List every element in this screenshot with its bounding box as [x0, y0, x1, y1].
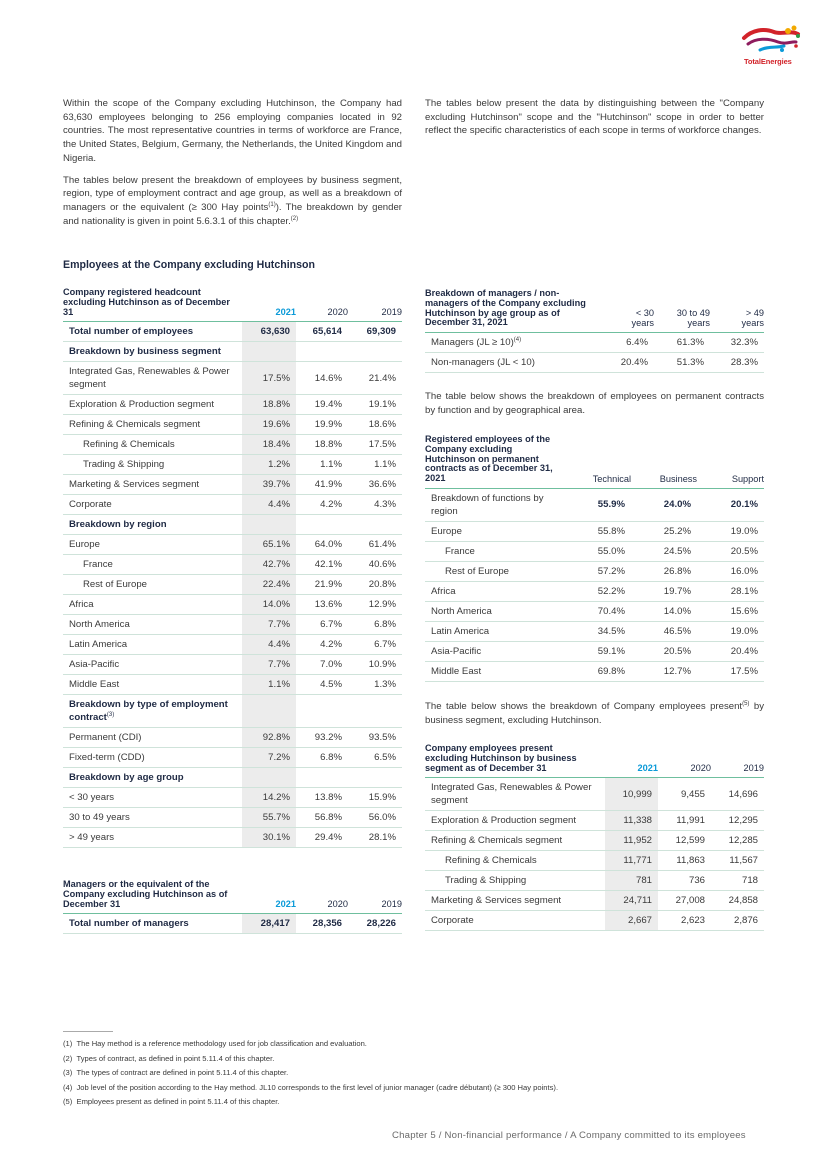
- table-row: Middle East 69.8% 12.7% 17.5%: [425, 661, 764, 681]
- table-row: Trading & Shipping 781 736 718: [425, 871, 764, 891]
- table-row: Fixed-term (CDD) 7.2% 6.8% 6.5%: [63, 748, 402, 768]
- managers-table-label: Managers or the equivalent of the Company excluding Hutchinson as of December 31: [63, 879, 228, 909]
- present-paragraph: The table below shows the breakdown of Company employees present$^{(5)}$ by business segment, excluding Hutchinson.: [425, 700, 764, 726]
- footnote-4: (4) Job level of the position according to the Hay method. JL10 corresponds to the first level of junior manager (cadre débutant) (≥ 300 Hay points).: [63, 1082, 559, 1092]
- table-row: Integrated Gas, Renewables & Power segment 10,999 9,455 14,696: [425, 778, 764, 811]
- table-row: Corporate 2,667 2,623 2,876: [425, 911, 764, 931]
- table-row: Middle East 1.1% 4.5% 1.3%: [63, 675, 402, 695]
- present-employees-table: Company employees present excluding Hutchinson by business segment as of December 31 2021 2020 2019 Integrated Gas, Renewables & Power segment 10,999 9,455 14,696 Exploration & Production segment 11,338 11,991 12,295 Refining & Chemicals segment 11,952 12,599 12,285 Refining & Chemicals 11,771 11,863 11,567 Trading & Shipping 781 736 718 Marketing & Services segment 24,711 27,008 24,858 Corporate 2,667 2,623 2,876: [425, 744, 764, 931]
- group-header: Breakdown by age group: [63, 768, 402, 788]
- functions-paragraph: The table below shows the breakdown of employees on permanent contracts by function and by geographical area.: [425, 391, 764, 416]
- table-row: Non-managers (JL < 10) 20.4% 51.3% 28.3%: [425, 353, 764, 373]
- table-row: Refining & Chemicals 18.4% 18.8% 17.5%: [63, 435, 402, 455]
- table-row: Rest of Europe 57.2% 26.8% 16.0%: [425, 561, 764, 581]
- footnote-ref-2: (2): [290, 215, 299, 222]
- table-row: Exploration & Production segment 18.8% 19.4% 19.1%: [63, 395, 402, 415]
- age-managers-table: Breakdown of managers / non-managers of the Company excluding Hutchinson by age group as of December 31, 2021 < 30 years 30 to 49 years > 49 years Managers (JL ≥ 10)$^{(4)}$ 6.4% 61.3% 32.3% Non-managers (JL < 10) 20.4% 51.3% 28.3%: [425, 289, 764, 373]
- group-header: Breakdown by business segment: [63, 342, 402, 362]
- table-row: Africa 52.2% 19.7% 28.1%: [425, 581, 764, 601]
- table-row: Asia-Pacific 59.1% 20.5% 20.4%: [425, 641, 764, 661]
- intro-left: [63, 97, 402, 236]
- section-title: Employees at the Company excluding Hutchinson: [63, 259, 315, 271]
- table-row: Latin America 4.4% 4.2% 6.7%: [63, 635, 402, 655]
- table-row: Trading & Shipping 1.2% 1.1% 1.1%: [63, 455, 402, 475]
- present-table-label: Company employees present excluding Hutchinson by business segment as of December 31: [425, 743, 577, 773]
- table-row: Rest of Europe 22.4% 21.9% 20.8%: [63, 575, 402, 595]
- intro-right-paragraph: The tables below present the data by distinguishing between the "Company excluding Hutchinson" scope and the "Hutchinson" scope in order to better reflect the specific characteristics of each scope in terms of workforce changes.: [425, 98, 764, 137]
- brand-name: TotalEnergies: [744, 57, 792, 66]
- footnote-3: (3) The types of contract are defined in point 5.11.4 of this chapter.: [63, 1068, 289, 1077]
- table-row: Managers (JL ≥ 10)$^{(4)}$ 6.4% 61.3% 32.3%: [425, 333, 764, 353]
- managers-table: Managers or the equivalent of the Company excluding Hutchinson as of December 31 2021 2020 2019 Total number of managers 28,417 28,356 28,226: [63, 880, 402, 934]
- footnote-1: (1) The Hay method is a reference methodology used for job classification and evaluation.: [63, 1039, 367, 1048]
- headcount-table-label: Company registered headcount excluding Hutchinson as of December 31: [63, 287, 230, 317]
- table-row: Marketing & Services segment 24,711 27,008 24,858: [425, 891, 764, 911]
- table-row: > 49 years 30.1% 29.4% 28.1%: [63, 828, 402, 848]
- table-row: Integrated Gas, Renewables & Power segment 17.5% 14.6% 21.4%: [63, 362, 402, 395]
- table-row: Corporate 4.4% 4.2% 4.3%: [63, 495, 402, 515]
- page-footer: Chapter 5 / Non-financial performance / A Company committed to its employees: [392, 1130, 746, 1141]
- footnote-ref-3: (3): [106, 712, 115, 719]
- footnote-5: (5) Employees present as defined in point 5.11.4 of this chapter.: [63, 1097, 280, 1106]
- table-row: Refining & Chemicals segment 11,952 12,599 12,285: [425, 831, 764, 851]
- table-row: Marketing & Services segment 39.7% 41.9% 36.6%: [63, 475, 402, 495]
- intro-right: [425, 97, 764, 146]
- footnote-ref-1: (1): [268, 201, 276, 208]
- table-row: Refining & Chemicals segment 19.6% 19.9% 18.6%: [63, 415, 402, 435]
- footnotes: [63, 1037, 558, 1110]
- footnote-ref-5: (5): [742, 700, 750, 707]
- intro-paragraph-2: The tables below present the breakdown of employees by business segment, region, type of employment contract and age group, as well as a breakdown of managers or the equivalent (≥ 300 Hay points$^{(1)}$). The breakdown by gender and nationality is given in point 5.6.3.1 of this chapter.$^{(2)}$: [63, 174, 402, 227]
- table-row: Europe 65.1% 64.0% 61.4%: [63, 535, 402, 555]
- footnote-divider: [63, 1031, 113, 1032]
- group-header: Breakdown by region: [63, 515, 402, 535]
- headcount-table: Company registered headcount excluding Hutchinson as of December 31 2021 2020 2019 Total number of employees 63,630 65,614 69,309 Breakdown by business segment Integrated Gas, Renewables & Power segment 17.5% 14.6% 21.4% Exploration & Production segment 18.8% 19.4% 19.1% Refining & Chemicals segment 19.6% 19.9% 18.6% Refining & Chemicals 18.4% 18.8% 17.5% Trading & Shipping 1.2% 1.1% 1.1% Marketing & Services segment 39.7% 41.9% 36.6% Corporate 4.4% 4.2% 4.3% Breakdown by region Europe 65.1% 64.0% 61.4% France 42.7% 42.1% 40.6% Rest of Europe 22.4% 21.9% 20.8% Africa 14.0% 13.6% 12.9% North America 7.7% 6.7% 6.8% Latin America 4.4% 4.2% 6.7% Asia-Pacific 7.7% 7.0% 10.9% Middle East 1.1% 4.5% 1.3% Breakdown by type of employment contract$^{(3)}$ Permanent (CDI) 92.8% 93.2% 93.5% Fixed-term (CDD) 7.2% 6.8% 6.5% Breakdown by age group < 30 years 14.2% 13.8% 15.9% 30 to 49 years 55.7% 56.8% 56.0% > 49 years 30.1% 29.4% 28.1%: [63, 288, 402, 848]
- table-row: North America 7.7% 6.7% 6.8%: [63, 615, 402, 635]
- table-row: Refining & Chemicals 11,771 11,863 11,567: [425, 851, 764, 871]
- footnote-2: (2) Types of contract, as defined in point 5.11.4 of this chapter.: [63, 1053, 275, 1063]
- functions-table-label: Registered employees of the Company excluding Hutchinson on permanent contracts as of December 31, 2021: [425, 434, 553, 484]
- footnote-ref-4: (4): [513, 337, 522, 343]
- table-row: 30 to 49 years 55.7% 56.8% 56.0%: [63, 808, 402, 828]
- table-row: France 55.0% 24.5% 20.5%: [425, 541, 764, 561]
- table-row: Total number of employees 63,630 65,614 69,309: [63, 322, 402, 342]
- table-row: Africa 14.0% 13.6% 12.9%: [63, 595, 402, 615]
- table-row: Asia-Pacific 7.7% 7.0% 10.9%: [63, 655, 402, 675]
- table-row: Total number of managers 28,417 28,356 28,226: [63, 914, 402, 934]
- intro-paragraph-1: Within the scope of the Company excluding Hutchinson, the Company had 63,630 employees belonging to 256 employing companies located in 92 countries. The most representative countries in terms of workforce are France, the United States, Belgium, Germany, the Netherlands, the United Kingdom and Nigeria.: [63, 98, 402, 164]
- table-row: < 30 years 14.2% 13.8% 15.9%: [63, 788, 402, 808]
- functions-table: Registered employees of the Company excluding Hutchinson on permanent contracts as of December 31, 2021 Technical Business Support Breakdown of functions by region 55.9% 24.0% 20.1% Europe 55.8% 25.2% 19.0% France 55.0% 24.5% 20.5% Rest of Europe 57.2% 26.8% 16.0% Africa 52.2% 19.7% 28.1% North America 70.4% 14.0% 15.6% Latin America 34.5% 46.5% 19.0% Asia-Pacific 59.1% 20.5% 20.4% Middle East 69.8% 12.7% 17.5%: [425, 435, 764, 682]
- group-header: Breakdown by type of employment contract$^{(3)}$: [63, 695, 402, 728]
- table-row: Europe 55.8% 25.2% 19.0%: [425, 521, 764, 541]
- table-row: France 42.7% 42.1% 40.6%: [63, 555, 402, 575]
- table-row: Latin America 34.5% 46.5% 19.0%: [425, 621, 764, 641]
- age-managers-table-label: Breakdown of managers / non-managers of the Company excluding Hutchinson by age group as of December 31, 2021: [425, 288, 586, 328]
- table-row: North America 70.4% 14.0% 15.6%: [425, 601, 764, 621]
- table-row: Permanent (CDI) 92.8% 93.2% 93.5%: [63, 728, 402, 748]
- table-row: Breakdown of functions by region 55.9% 24.0% 20.1%: [425, 488, 764, 521]
- table-row: Exploration & Production segment 11,338 11,991 12,295: [425, 811, 764, 831]
